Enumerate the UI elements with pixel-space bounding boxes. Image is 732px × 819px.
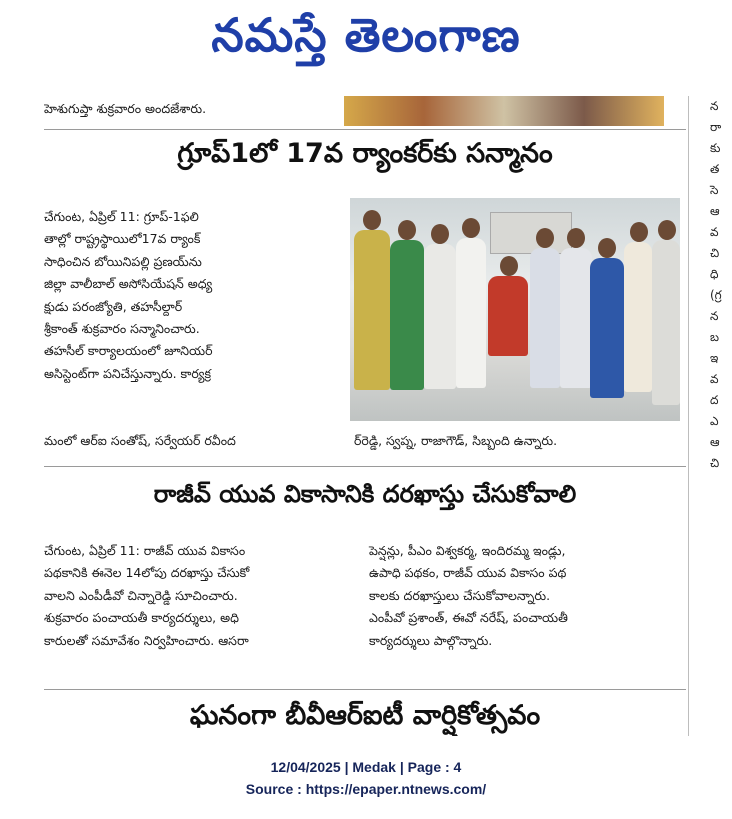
section-rule xyxy=(44,689,686,690)
news-clipping xyxy=(44,96,686,736)
body-line: పెన్షన్లు, పీఎం విశ్వకర్మ, ఇందిరమ్మ ఇండ్లు, xyxy=(369,543,566,558)
body-line: తహసీల్ కార్యాలయంలో జూనియర్ xyxy=(44,343,213,359)
fragment-line: ధి xyxy=(710,267,719,281)
photo-person xyxy=(424,244,456,389)
photo-head xyxy=(500,256,518,276)
fragment-line: ఇ xyxy=(710,351,719,365)
article2-headline: రాజీవ్ యువ వికాసానికి దరఖాస్తు చేసుకోవాలి xyxy=(153,480,577,508)
fragment-line: కు xyxy=(710,141,721,155)
body-line: కారులతో సమావేశం నిర్వహించారు. ఆసరా xyxy=(44,632,249,648)
article3-headline: ఘనంగా బీవీఆర్ఐటీ వార్షికోత్సవం xyxy=(189,700,541,731)
fragment-line: రా xyxy=(710,120,722,134)
fragment-line: ఎ xyxy=(710,414,719,428)
fragment-line: సె xyxy=(710,183,719,197)
fragment-line: న xyxy=(710,309,719,323)
body-line: శుక్రవారం పంచాయతీ కార్యదర్శులు, అధి xyxy=(44,610,239,626)
photo-head xyxy=(598,238,616,258)
photo-head xyxy=(630,222,648,242)
fragment-line: చి xyxy=(710,246,720,260)
photo-person xyxy=(530,248,560,388)
photo-head xyxy=(462,218,480,238)
photo-head xyxy=(363,210,381,230)
fragment-line: చి xyxy=(710,456,720,470)
photo-person xyxy=(354,230,390,390)
body-line: జిల్లా వాలీబాల్ అసోసియేషన్ అధ్య xyxy=(44,276,213,292)
article2-column-1 xyxy=(44,540,359,652)
fragment-line: ఆ xyxy=(710,435,720,449)
body-line: ఎంపీవో ప్రశాంత్, ఈవో నరేష్, పంచాయతీ xyxy=(369,610,568,626)
fragment-line: బ xyxy=(710,330,720,344)
article1-body xyxy=(44,206,344,385)
photo-head xyxy=(658,220,676,240)
photo-person xyxy=(590,258,624,398)
body-line: ఉపాధి పథకం, రాజీవ్ యువ వికాసం పథ xyxy=(369,565,567,581)
photo-person xyxy=(652,240,680,405)
body-line: చేగుంట, ఏప్రిల్ 11: రాజీవ్ యువ వికాసం xyxy=(44,543,246,558)
previous-article-photo-strip xyxy=(344,96,664,126)
masthead-title: నమస్తే తెలంగాణ xyxy=(211,8,521,62)
fragment-line: (గ్ర xyxy=(710,288,722,302)
adjacent-column-fragment xyxy=(692,96,732,736)
body-line: సాధించిన బోయినిపల్లి ప్రణయ్‌ను xyxy=(44,253,202,269)
body-line: చేగుంట, ఏప్రిల్ 11: గ్రూప్-1ఫలి xyxy=(44,209,199,224)
article1-photo xyxy=(350,198,680,421)
fragment-line: త xyxy=(710,162,720,176)
body-line: కాలకు దరఖాస్తులు చేసుకోవాలన్నారు. xyxy=(369,587,551,603)
photo-head xyxy=(431,224,449,244)
fragment-line: ద xyxy=(710,393,719,407)
body-line: అసిస్టెంట్‌గా పనిచేస్తున్నారు. కార్యక్ర xyxy=(44,365,212,381)
photo-head xyxy=(536,228,554,248)
footer-source: Source : https://epaper.ntnews.com/ xyxy=(245,781,487,797)
photo-person-seated xyxy=(488,276,528,356)
banner-frame xyxy=(490,212,572,254)
fragment-line: వ xyxy=(710,372,719,386)
body-line: క్షుడు పరంజ్యోతి, తహసీల్దార్ xyxy=(44,298,183,314)
column-divider xyxy=(688,96,689,736)
body-line: శ్రీకాంత్ శుక్రవారం సన్మానించారు. xyxy=(44,321,200,337)
photo-person xyxy=(390,240,424,390)
photo-person xyxy=(456,238,486,388)
section-rule xyxy=(44,466,686,467)
photo-person xyxy=(560,248,592,388)
fragment-line: ఆ xyxy=(710,204,720,218)
section-rule xyxy=(44,129,686,130)
article2-column-2 xyxy=(369,540,686,652)
footer-date-edition: 12/04/2025 | Medak | Page : 4 xyxy=(270,759,462,775)
previous-article-fragment: హెశుగుప్తా శుక్రవారం అందజేశారు. xyxy=(44,101,207,116)
article1-last-line-right: ర్‌రెడ్డి, స్వప్న, రాజాగౌడ్, సిబ్బంది ఉన్నారు. xyxy=(354,433,558,448)
photo-head xyxy=(398,220,416,240)
body-line: తాల్లో రాష్ట్రస్థాయిలో17వ ర్యాంక్ xyxy=(44,231,201,247)
masthead xyxy=(0,0,732,72)
body-line: వాలని ఎంపీడీవో చిన్నారెడ్డి సూచించారు. xyxy=(44,587,238,603)
photo-person xyxy=(624,242,652,392)
fragment-line: న xyxy=(710,99,719,113)
article1-last-line-left: మంలో ఆర్ఐ సంతోష్, సర్వేయర్ రవీంద xyxy=(44,433,236,448)
body-line: పథకానికి ఈనెల 14లోపు దరఖాస్తు చేసుకో xyxy=(44,565,250,581)
article1-headline: గ్రూప్1లో 17వ ర్యాంకర్‌కు సన్మానం xyxy=(177,138,553,169)
photo-head xyxy=(567,228,585,248)
fragment-line: వ xyxy=(710,225,719,239)
body-line: కార్యదర్శులు పాల్గొన్నారు. xyxy=(369,632,493,648)
